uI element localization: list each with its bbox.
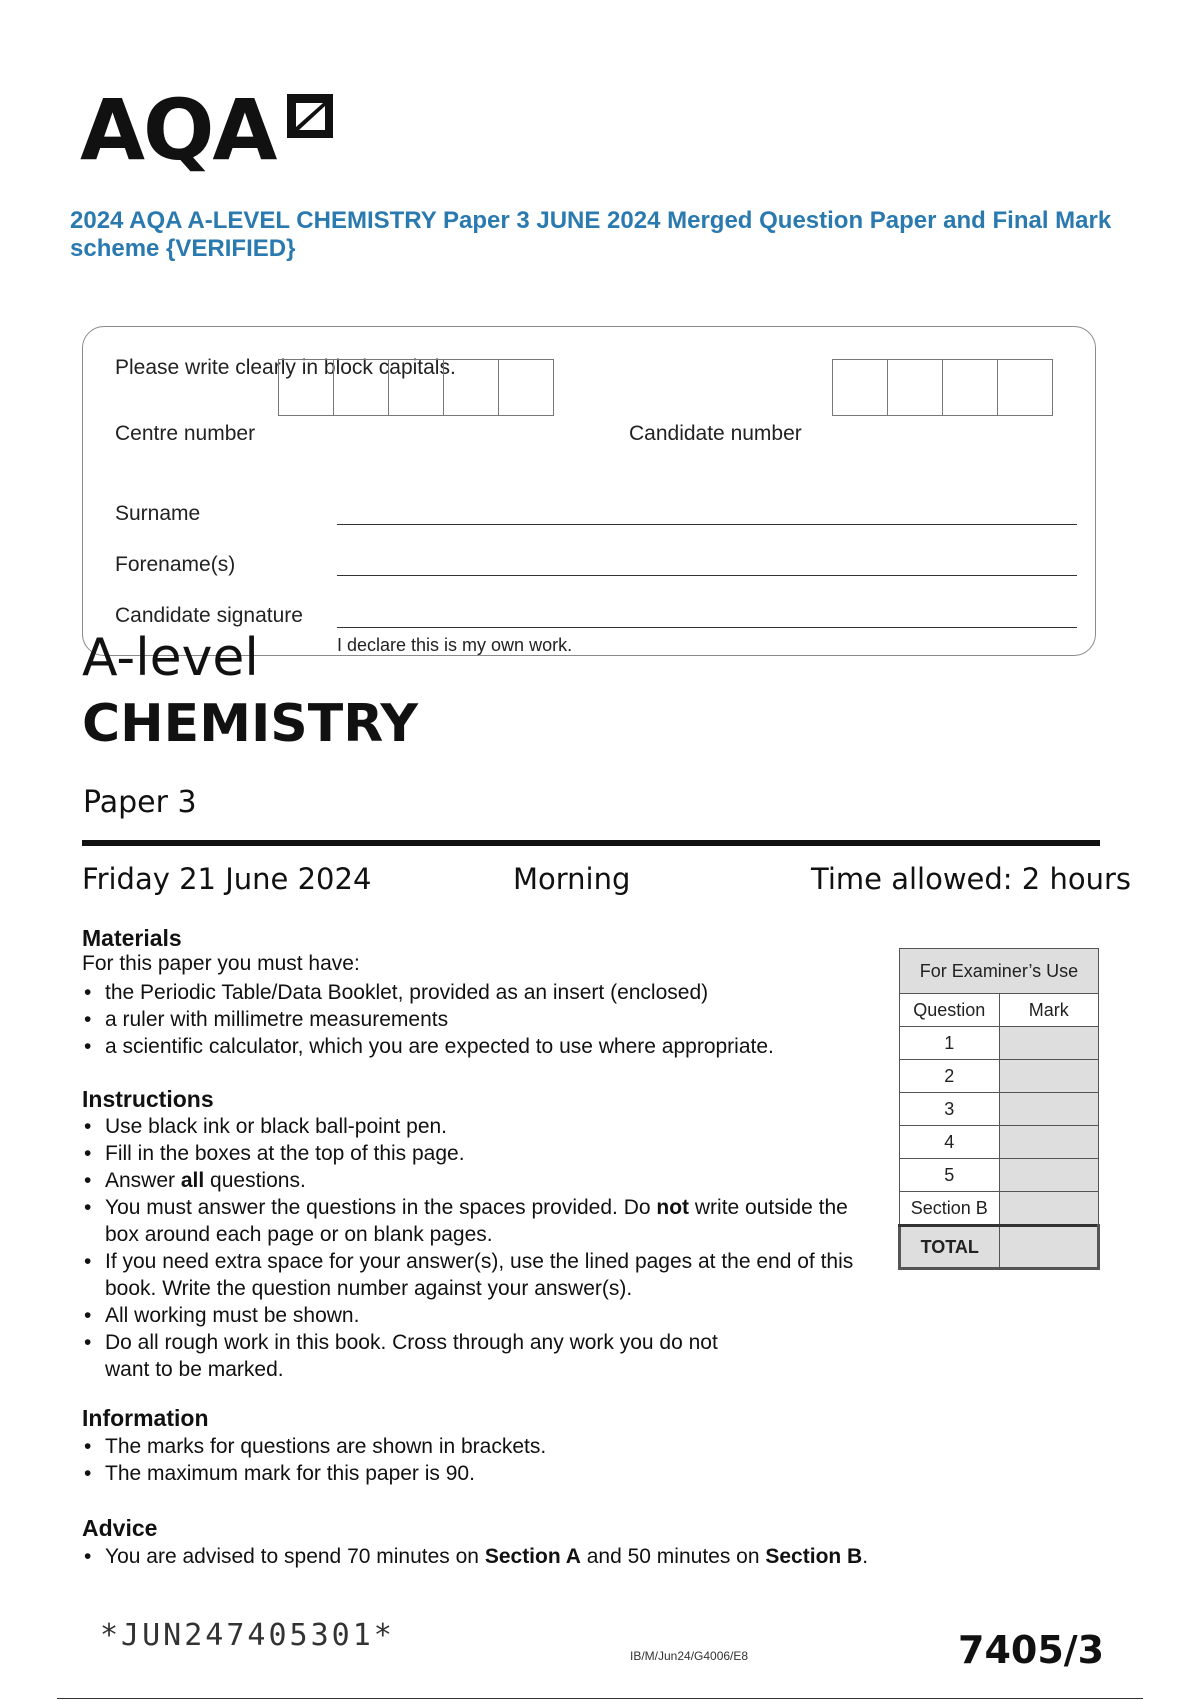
mark-cell — [999, 1192, 1099, 1226]
surname-field[interactable] — [337, 524, 1077, 525]
question-number-cell: 2 — [900, 1060, 1000, 1093]
surname-label: Surname — [115, 502, 201, 525]
instructions-list — [82, 1113, 872, 1383]
materials-heading: Materials — [82, 925, 182, 951]
list-item: • Do all rough work in this book. Cross through any work you do not want to be marked. — [82, 1329, 765, 1383]
candidate-number-boxes — [833, 359, 1053, 416]
centre-digit-box[interactable] — [388, 359, 444, 416]
materials-list — [82, 979, 882, 1060]
exam-date: Friday 21 June 2024 — [82, 862, 372, 896]
paper-code: 7405/3 — [958, 1628, 1105, 1672]
mark-cell — [999, 1093, 1099, 1126]
title-divider — [82, 840, 1100, 846]
exam-session: Morning — [513, 862, 631, 896]
list-item: • The maximum mark for this paper is 90. — [82, 1460, 882, 1487]
list-item: • You are advised to spend 70 minutes on Section A and 50 minutes on Section B. — [82, 1543, 1042, 1570]
centre-digit-box[interactable] — [333, 359, 389, 416]
information-list — [82, 1433, 882, 1487]
total-mark-cell — [999, 1226, 1099, 1269]
paper-number: Paper 3 — [83, 785, 197, 820]
time-allowed: Time allowed: 2 hours — [811, 862, 1131, 896]
list-item: • The marks for questions are shown in brackets. — [82, 1433, 882, 1460]
candidate-digit-box[interactable] — [997, 359, 1053, 416]
question-number-cell: 3 — [900, 1093, 1000, 1126]
list-item: • Use black ink or black ball-point pen. — [82, 1113, 872, 1140]
instructions-heading: Instructions — [82, 1086, 214, 1112]
question-number-cell: 4 — [900, 1126, 1000, 1159]
candidate-digit-box[interactable] — [832, 359, 888, 416]
subject-title: CHEMISTRY — [82, 694, 419, 754]
mark-cell — [999, 1060, 1099, 1093]
examiners-use-heading: For Examiner’s Use — [900, 949, 1099, 994]
centre-number-boxes — [279, 359, 554, 416]
mark-cell — [999, 1126, 1099, 1159]
document-reference: IB/M/Jun24/G4006/E8 — [630, 1649, 749, 1663]
list-item: • You must answer the questions in the spaces provided. Do not write outside the box around each page or on blank pages. — [82, 1194, 872, 1248]
footer-divider — [57, 1698, 1143, 1699]
qualification-level: A-level — [82, 628, 259, 688]
list-item: • Answer all questions. — [82, 1167, 872, 1194]
candidate-digit-box[interactable] — [942, 359, 998, 416]
centre-number-label: Centre number — [115, 422, 256, 445]
forename-label: Forename(s) — [115, 553, 236, 576]
information-heading: Information — [82, 1405, 209, 1431]
question-number-cell: Section B — [900, 1192, 1000, 1226]
candidate-number-label: Candidate number — [629, 422, 802, 445]
aqa-logo: AQA — [80, 81, 276, 179]
mark-cell — [999, 1027, 1099, 1060]
list-item: • All working must be shown. — [82, 1302, 872, 1329]
signature-field[interactable] — [337, 627, 1077, 628]
centre-digit-box[interactable] — [443, 359, 499, 416]
barcode-text: *JUN247405301* — [100, 1618, 395, 1653]
mark-cell — [999, 1159, 1099, 1192]
advice-heading: Advice — [82, 1515, 158, 1541]
forename-field[interactable] — [337, 575, 1077, 576]
declaration-text: I declare this is my own work. — [337, 635, 573, 655]
aqa-logo-mark-icon — [283, 90, 337, 142]
list-item: • the Periodic Table/Data Booklet, provided as an insert (enclosed) — [82, 979, 882, 1006]
list-item: • Fill in the boxes at the top of this page. — [82, 1140, 872, 1167]
list-item: • If you need extra space for your answer(s), use the lined pages at the end of this book. Write the question number against your answer(s). — [82, 1248, 872, 1302]
question-column-header: Question — [900, 994, 1000, 1027]
advice-list — [82, 1543, 1042, 1570]
mark-column-header: Mark — [999, 994, 1099, 1027]
signature-label: Candidate signature — [115, 604, 303, 627]
block-capitals-instruction: Please write clearly in block capitals. — [115, 356, 456, 379]
question-number-cell: 1 — [900, 1027, 1000, 1060]
centre-digit-box[interactable] — [278, 359, 334, 416]
document-banner-title: 2024 AQA A-LEVEL CHEMISTRY Paper 3 JUNE 2024 Merged Question Paper and Final Mark scheme {VERIFIED} — [70, 207, 1112, 262]
examiners-use-table — [898, 948, 1100, 1270]
list-item: • a ruler with millimetre measurements — [82, 1006, 882, 1033]
total-label: TOTAL — [900, 1226, 1000, 1269]
materials-intro: For this paper you must have: — [82, 952, 360, 975]
list-item: • a scientific calculator, which you are expected to use where appropriate. — [82, 1033, 882, 1060]
candidate-digit-box[interactable] — [887, 359, 943, 416]
centre-digit-box[interactable] — [498, 359, 554, 416]
question-number-cell: 5 — [900, 1159, 1000, 1192]
